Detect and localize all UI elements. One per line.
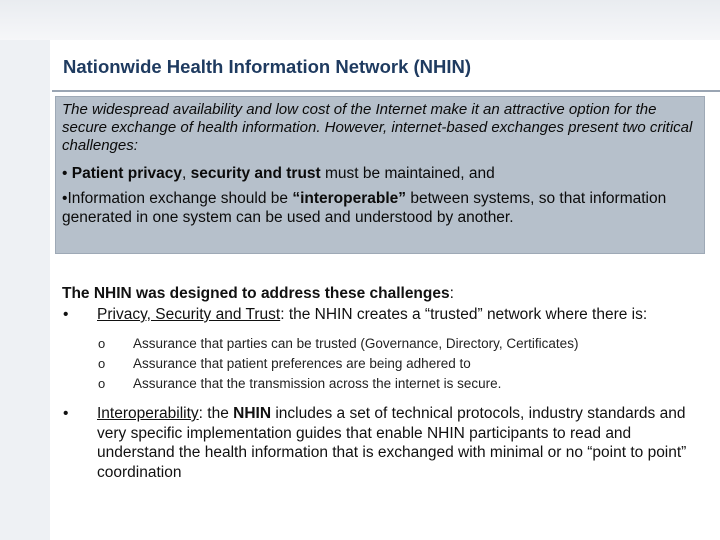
box-bullet-privacy (62, 164, 698, 183)
privacy-rest: must be maintained, and (320, 165, 495, 182)
assurance-text: Assurance that parties can be trusted (Governance, Directory, Certificates) (133, 336, 579, 351)
bullet-marker: • (63, 405, 69, 422)
privacy-security-item (62, 306, 702, 324)
bullet-marker: • (63, 306, 69, 323)
privacy-bold: Patient privacy (71, 165, 183, 182)
sub-bullet-marker: o (98, 376, 106, 391)
assurance-list (62, 334, 702, 394)
interop-pre: Information exchange should be (67, 190, 293, 207)
nhin-design-section (62, 285, 702, 482)
intro-paragraph: The widespread availability and low cost of the Internet make it an attractive option for the secure exchange of health information. However, internet-based exchanges present two critical challenges: (62, 101, 693, 154)
section-heading-bold: The NHIN was designed to address these challenges (62, 285, 450, 302)
slide-title: Nationwide Health Information Network (NHIN) (63, 56, 472, 77)
interoperability-label: Interoperability (97, 405, 199, 422)
title-divider (52, 90, 720, 92)
box-bullet-interoperable (62, 189, 698, 227)
list-item (62, 354, 702, 374)
interop-bold: “interoperable” (292, 190, 407, 207)
interoperability-item (62, 404, 702, 482)
interop-rest: between systems, so that information generated in one system can be used and understood by another. (62, 190, 667, 226)
challenges-box (55, 96, 705, 254)
privacy-security-label: Privacy, Security and Trust (97, 306, 281, 323)
list-item (62, 334, 702, 354)
section-heading (62, 285, 702, 303)
interoperability-bold: NHIN (233, 405, 272, 422)
sub-bullet-marker: o (98, 356, 106, 371)
assurance-text: Assurance that the transmission across the internet is secure. (133, 376, 502, 391)
sub-bullet-marker: o (98, 336, 106, 351)
top-header-band (0, 0, 720, 40)
security-bold: security and trust (190, 165, 321, 182)
list-item (62, 374, 702, 394)
section-heading-colon: : (449, 285, 454, 302)
interoperability-pre: : the (198, 405, 234, 422)
left-side-stripe (0, 40, 50, 540)
bullet-marker: • (62, 190, 68, 207)
interoperability-text: includes a set of technical protocols, industry standards and very specific implementation guides that enable NHIN participants to read and understand the health information that is exchanged with minimal or no “point to point” coordination (97, 405, 687, 481)
bullet-marker: • (62, 165, 68, 182)
assurance-text: Assurance that patient preferences are being adhered to (133, 356, 471, 371)
privacy-security-text: : the NHIN creates a “trusted” network where there is: (280, 306, 648, 323)
privacy-separator: , (182, 165, 191, 182)
